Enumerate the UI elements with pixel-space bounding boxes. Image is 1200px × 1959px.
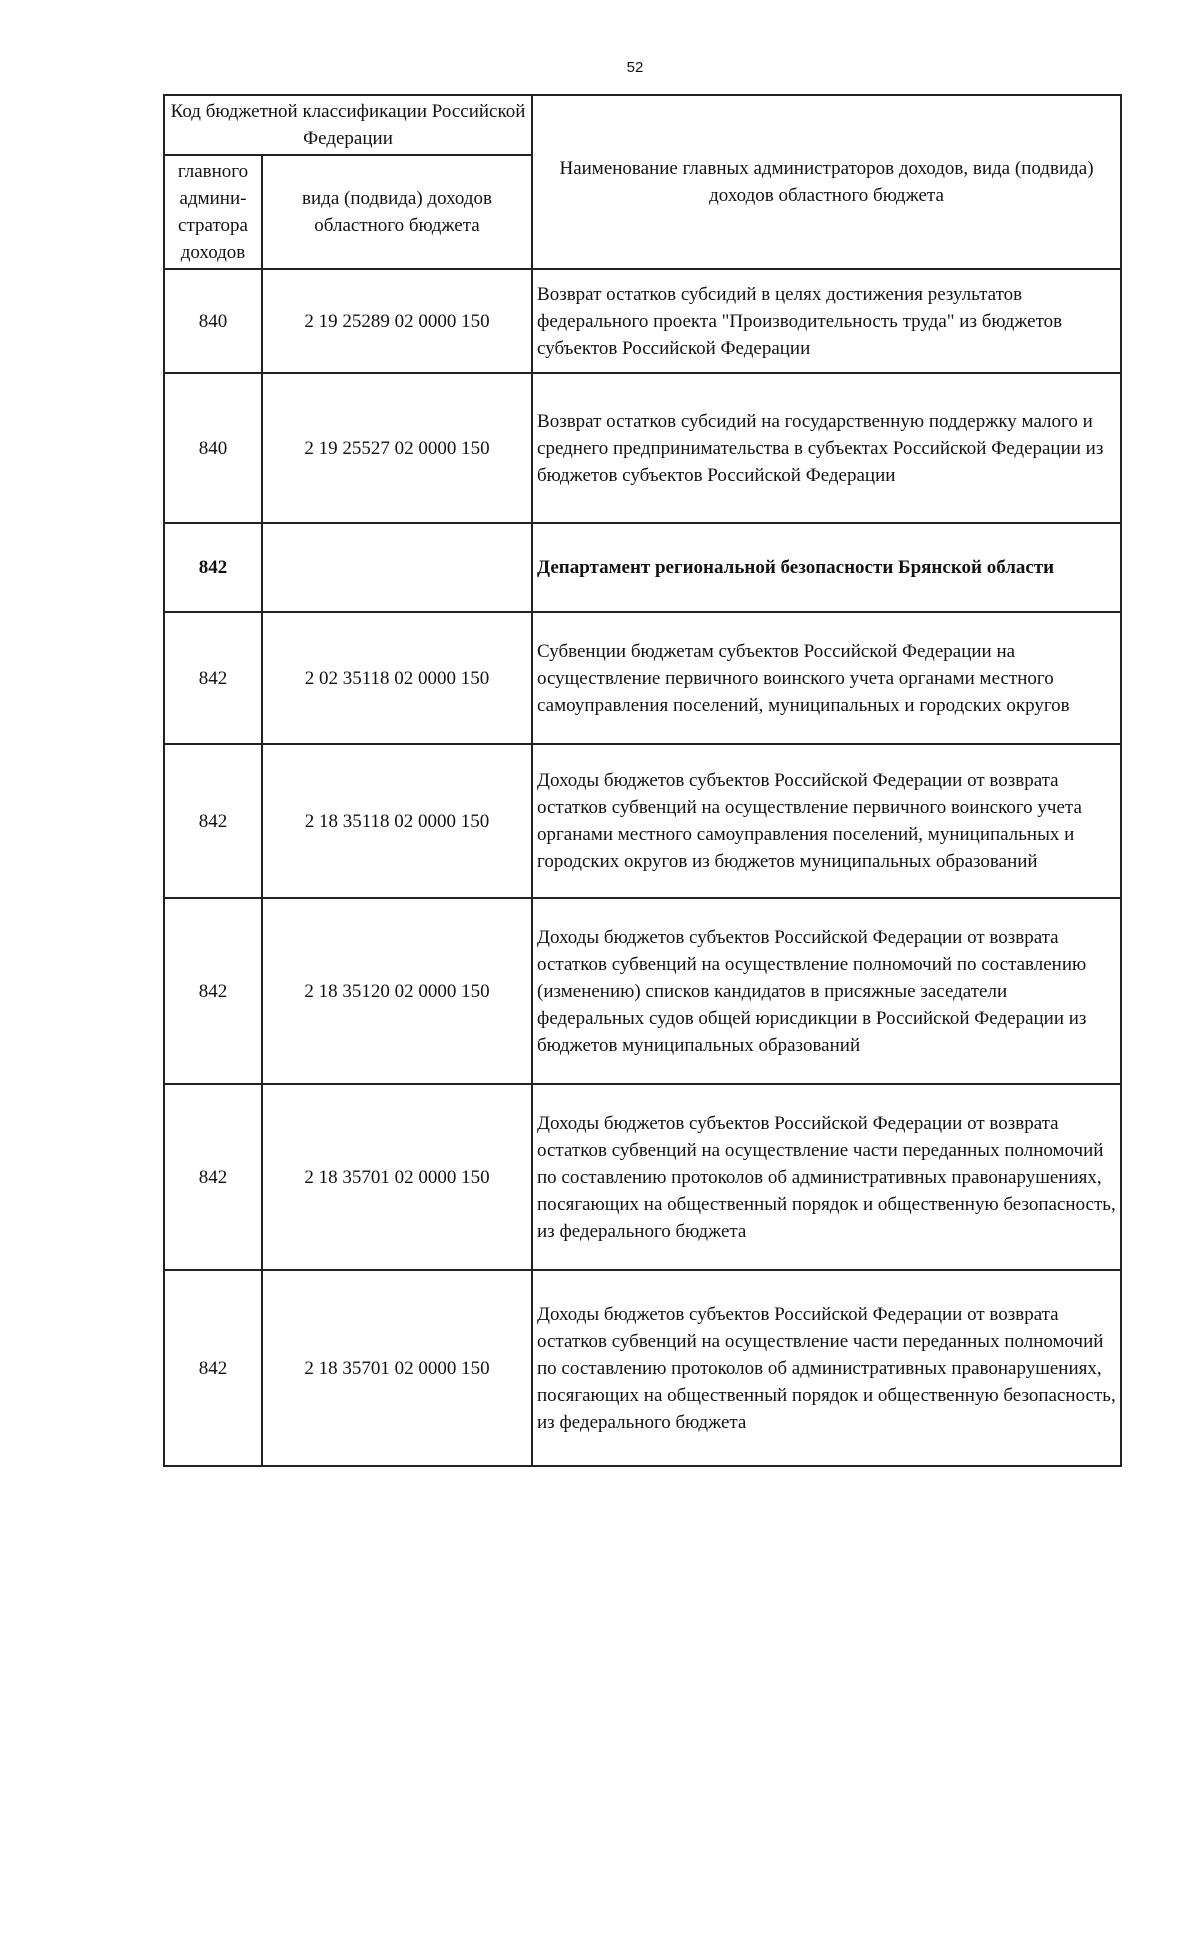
admin-code-cell: 842 (164, 523, 262, 612)
revenue-code-cell (262, 523, 532, 612)
revenue-code-cell: 2 02 35118 02 0000 150 (262, 612, 532, 744)
table-row (164, 898, 1121, 1084)
header-budget-classification-code: Код бюджетной классификации Российской Федерации (164, 95, 532, 155)
header-administrator-name: Наименование главных администраторов доходов, вида (подвида) доходов областного бюджета (532, 95, 1121, 269)
revenue-code-cell: 2 18 35118 02 0000 150 (262, 744, 532, 898)
revenue-code-cell: 2 18 35120 02 0000 150 (262, 898, 532, 1084)
table-row (164, 1270, 1121, 1466)
revenue-name-cell: Возврат остатков субсидий в целях достижения результатов федерального проекта "Производительность труда" из бюджетов субъектов Российской Федерации (532, 269, 1121, 373)
department-name-cell: Департамент региональной безопасности Брянской области (532, 523, 1121, 612)
admin-code-cell: 842 (164, 612, 262, 744)
header-revenue-type-code: вида (подвида) доходов областного бюджета (262, 155, 532, 269)
admin-code-cell: 842 (164, 744, 262, 898)
header-main-administrator: главного админи-стратора доходов (164, 155, 262, 269)
revenue-administrators-table (163, 94, 1122, 1467)
table-body (164, 269, 1121, 1466)
table-row (164, 612, 1121, 744)
revenue-name-cell: Возврат остатков субсидий на государственную поддержку малого и среднего предпринимательства в субъектах Российской Федерации из бюджетов субъектов Российской Федерации (532, 373, 1121, 523)
admin-code-cell: 842 (164, 1084, 262, 1270)
revenue-name-cell: Субвенции бюджетам субъектов Российской Федерации на осуществление первичного воинского учета органами местного самоуправления поселений, муниципальных и городских округов (532, 612, 1121, 744)
admin-code-cell: 842 (164, 898, 262, 1084)
table-row (164, 744, 1121, 898)
revenue-code-cell: 2 19 25289 02 0000 150 (262, 269, 532, 373)
table-row-department (164, 523, 1121, 612)
revenue-name-cell: Доходы бюджетов субъектов Российской Федерации от возврата остатков субвенций на осуществление полномочий по составлению (изменению) списков кандидатов в присяжные заседатели федеральных судов общей юрисдикции в Российской Федерации из бюджетов муниципальных образований (532, 898, 1121, 1084)
table-row (164, 269, 1121, 373)
admin-code-cell: 842 (164, 1270, 262, 1466)
admin-code-cell: 840 (164, 373, 262, 523)
page-number: 52 (626, 59, 644, 76)
revenue-name-cell: Доходы бюджетов субъектов Российской Федерации от возврата остатков субвенций на осуществление части переданных полномочий по составлению протоколов об административных правонарушениях, посягающих на общественный порядок и общественную безопасность, из федерального бюджета (532, 1084, 1121, 1270)
revenue-code-cell: 2 18 35701 02 0000 150 (262, 1084, 532, 1270)
revenue-code-cell: 2 19 25527 02 0000 150 (262, 373, 532, 523)
revenue-name-cell: Доходы бюджетов субъектов Российской Федерации от возврата остатков субвенций на осуществление первичного воинского учета органами местного самоуправления поселений, муниципальных и городских округов из бюджетов муниципальных образований (532, 744, 1121, 898)
admin-code-cell: 840 (164, 269, 262, 373)
table-header (164, 95, 1121, 269)
revenue-code-cell: 2 18 35701 02 0000 150 (262, 1270, 532, 1466)
table-row (164, 373, 1121, 523)
table-row (164, 1084, 1121, 1270)
revenue-name-cell: Доходы бюджетов субъектов Российской Федерации от возврата остатков субвенций на осуществление части переданных полномочий по составлению протоколов об административных правонарушениях, посягающих на общественный порядок и общественную безопасность, из федерального бюджета (532, 1270, 1121, 1466)
